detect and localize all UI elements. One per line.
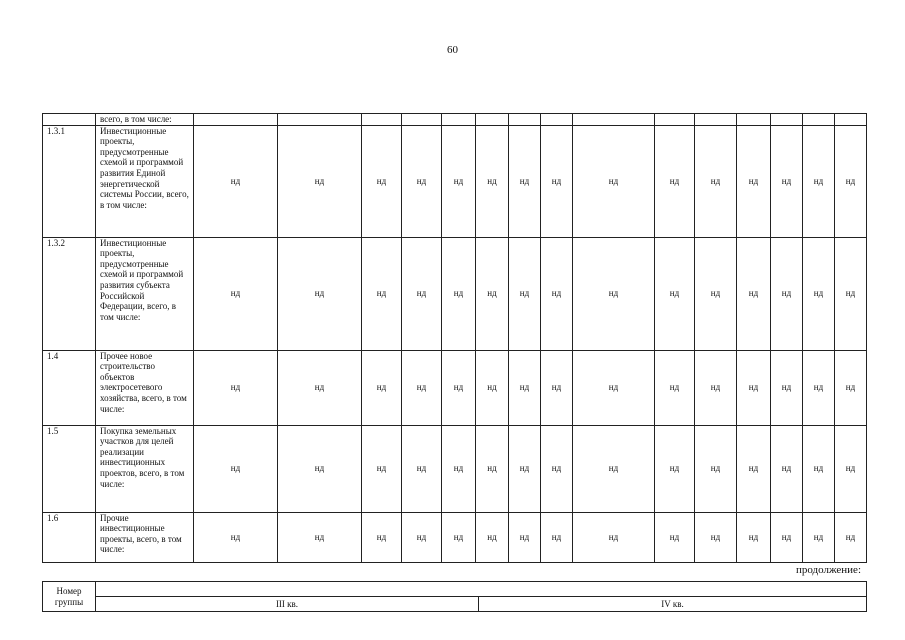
table-row <box>43 512 867 562</box>
value-cell <box>573 114 655 126</box>
value-cell: нд <box>737 125 771 237</box>
value-cell: нд <box>278 425 362 512</box>
value-cell: нд <box>835 125 867 237</box>
value-cell: нд <box>655 425 695 512</box>
value-cell: нд <box>803 350 835 425</box>
value-cell: нд <box>803 425 835 512</box>
row-description: всего, в том числе: <box>96 114 194 126</box>
value-cell: нд <box>771 512 803 562</box>
value-cell <box>476 114 509 126</box>
value-cell: нд <box>442 125 476 237</box>
value-cell <box>194 114 278 126</box>
table-row <box>43 350 867 425</box>
value-cell <box>509 114 541 126</box>
value-cell: нд <box>194 512 278 562</box>
table-row <box>43 114 867 126</box>
continuation-header-table <box>42 581 867 612</box>
value-cell: нд <box>402 425 442 512</box>
value-cell: нд <box>194 125 278 237</box>
value-cell: нд <box>362 512 402 562</box>
row-code <box>43 114 96 126</box>
group-label-line1: Номер <box>56 585 82 596</box>
value-cell: нд <box>194 425 278 512</box>
value-cell <box>771 114 803 126</box>
value-cell: нд <box>573 512 655 562</box>
value-cell: нд <box>442 425 476 512</box>
value-cell <box>695 114 737 126</box>
value-cell: нд <box>573 350 655 425</box>
value-cell: нд <box>803 512 835 562</box>
q3-header: III кв. <box>96 597 479 612</box>
row-description: Покупка земельных участков для целей реализации инвестиционных проектов, всего, в том числе: <box>96 425 194 512</box>
value-cell: нд <box>771 237 803 350</box>
table-row <box>43 425 867 512</box>
value-cell <box>835 114 867 126</box>
value-cell <box>402 114 442 126</box>
value-cell: нд <box>509 237 541 350</box>
value-cell: нд <box>835 350 867 425</box>
row-description: Инвестиционные проекты, предусмотренные схемой и программой развития Единой энергетической системы России, всего, в том числе: <box>96 125 194 237</box>
value-cell <box>655 114 695 126</box>
value-cell <box>737 114 771 126</box>
value-cell: нд <box>655 512 695 562</box>
value-cell <box>442 114 476 126</box>
value-cell: нд <box>695 125 737 237</box>
value-cell: нд <box>573 237 655 350</box>
value-cell: нд <box>509 350 541 425</box>
value-cell: нд <box>573 425 655 512</box>
value-cell: нд <box>771 125 803 237</box>
value-cell: нд <box>362 350 402 425</box>
value-cell: нд <box>695 350 737 425</box>
table-row <box>43 237 867 350</box>
value-cell: нд <box>541 512 573 562</box>
value-cell: нд <box>771 425 803 512</box>
value-cell: нд <box>541 237 573 350</box>
value-cell: нд <box>442 237 476 350</box>
value-cell: нд <box>509 425 541 512</box>
row-description: Прочие инвестиционные проекты, всего, в том числе: <box>96 512 194 562</box>
value-cell: нд <box>402 512 442 562</box>
row-code: 1.4 <box>43 350 96 425</box>
value-cell: нд <box>402 125 442 237</box>
value-cell: нд <box>476 350 509 425</box>
value-cell <box>803 114 835 126</box>
value-cell: нд <box>278 125 362 237</box>
table-row <box>43 125 867 237</box>
value-cell: нд <box>835 425 867 512</box>
value-cell: нд <box>442 350 476 425</box>
value-cell: нд <box>362 125 402 237</box>
row-code: 1.6 <box>43 512 96 562</box>
value-cell: нд <box>476 237 509 350</box>
value-cell: нд <box>362 237 402 350</box>
value-cell: нд <box>278 512 362 562</box>
value-cell: нд <box>737 350 771 425</box>
value-cell: нд <box>803 237 835 350</box>
investment-table <box>42 113 867 563</box>
value-cell: нд <box>655 350 695 425</box>
q4-header: IV кв. <box>479 597 867 612</box>
value-cell: нд <box>737 512 771 562</box>
value-cell: нд <box>771 350 803 425</box>
page-number: 60 <box>447 44 458 56</box>
value-cell: нд <box>278 237 362 350</box>
header-spacer-cell <box>96 582 867 597</box>
value-cell: нд <box>509 512 541 562</box>
value-cell: нд <box>695 425 737 512</box>
value-cell: нд <box>476 512 509 562</box>
group-number-header <box>43 582 96 612</box>
value-cell: нд <box>541 125 573 237</box>
row-description: Прочее новое строительство объектов электросетевого хозяйства, всего, в том числе: <box>96 350 194 425</box>
value-cell <box>362 114 402 126</box>
group-label-line2: группы <box>54 596 84 607</box>
value-cell: нд <box>194 237 278 350</box>
value-cell: нд <box>402 237 442 350</box>
value-cell: нд <box>476 425 509 512</box>
value-cell: нд <box>737 237 771 350</box>
row-code: 1.5 <box>43 425 96 512</box>
value-cell: нд <box>695 237 737 350</box>
value-cell: нд <box>655 125 695 237</box>
value-cell: нд <box>737 425 771 512</box>
value-cell: нд <box>476 125 509 237</box>
value-cell <box>541 114 573 126</box>
continuation-label: продолжение: <box>795 564 861 576</box>
value-cell: нд <box>362 425 402 512</box>
value-cell <box>278 114 362 126</box>
value-cell: нд <box>803 125 835 237</box>
value-cell: нд <box>278 350 362 425</box>
value-cell: нд <box>835 237 867 350</box>
row-code: 1.3.1 <box>43 125 96 237</box>
value-cell: нд <box>402 350 442 425</box>
row-description: Инвестиционные проекты, предусмотренные схемой и программой развития субъекта Российской Федерации, всего, в том числе: <box>96 237 194 350</box>
value-cell: нд <box>541 425 573 512</box>
value-cell: нд <box>541 350 573 425</box>
row-code: 1.3.2 <box>43 237 96 350</box>
value-cell: нд <box>695 512 737 562</box>
value-cell: нд <box>573 125 655 237</box>
value-cell: нд <box>655 237 695 350</box>
value-cell: нд <box>194 350 278 425</box>
value-cell: нд <box>509 125 541 237</box>
value-cell: нд <box>442 512 476 562</box>
value-cell: нд <box>835 512 867 562</box>
